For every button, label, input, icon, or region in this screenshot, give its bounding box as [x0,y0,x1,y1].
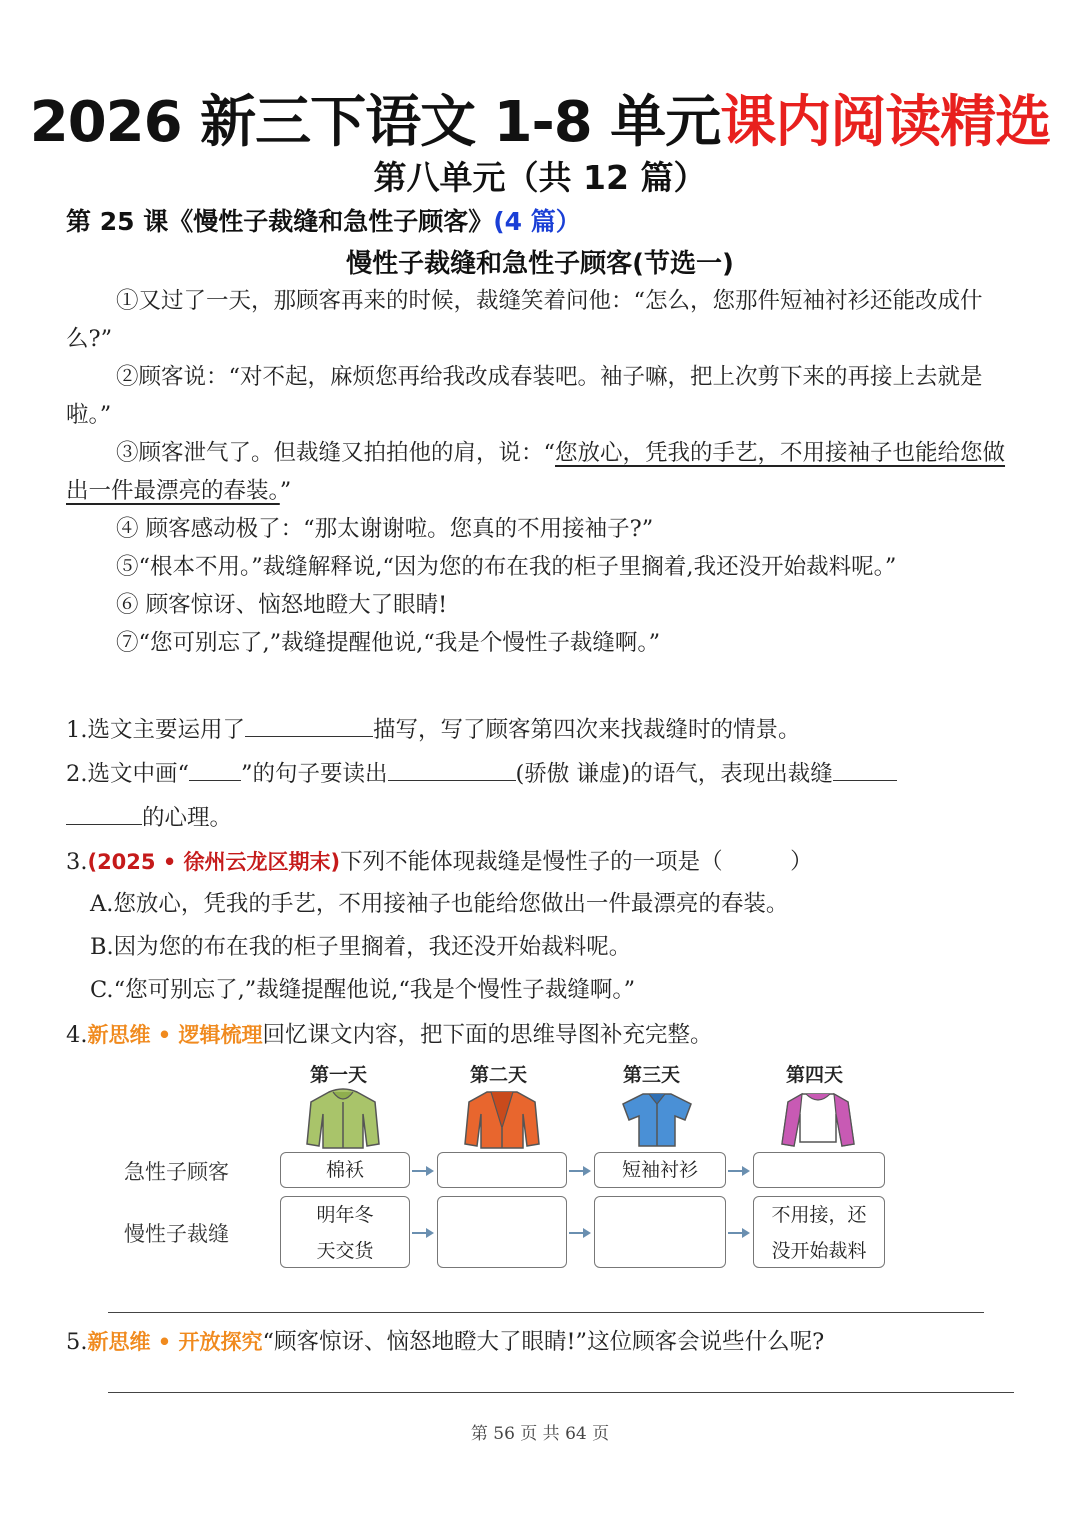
arrow [412,1232,432,1234]
question-5: 5.新思维 • 开放探究“顾客惊讶、恼怒地瞪大了眼睛!”这位顾客会说些什么呢? [66,1329,825,1355]
answer-line-4[interactable] [108,1312,984,1313]
spring-coat-icon [463,1088,541,1150]
question-3: 3.(2025 • 徐州云龙区期末)下列不能体现裁缝是慢性子的一项是（ ） [66,849,813,875]
row-label-tailor: 慢性子裁缝 [124,1222,229,1246]
answer-line-5[interactable] [108,1392,1014,1393]
arrow [569,1170,589,1172]
title-main: 2026 新三下语文 1-8 单元 [29,90,721,155]
page-title [0,78,1080,158]
question-1: 1.选文主要运用了 描写，写了顾客第四次来找裁缝时的情景。 [66,708,1016,752]
title-highlight: 课内阅读精选 [720,90,1051,155]
passage-title: 慢性子裁缝和急性子顾客(节选一) [346,249,734,279]
category-tag: 新思维 • 逻辑梳理 [87,1023,263,1047]
question-4: 4.新思维 • 逻辑梳理回忆课文内容，把下面的思维导图补充完整。 [66,1022,713,1048]
question-2: 2.选文中画“ ”的句子要读出 (骄傲 谦虚)的语气，表现出裁缝 [66,752,1016,796]
passage-paragraph-6: ⑥ 顾客惊讶、恼怒地瞪大了眼睛! [116,592,448,618]
cotton-jacket-icon [305,1088,381,1150]
arrow [728,1232,748,1234]
option-b[interactable]: B.因为您的布在我的柜子里搁着，我还没开始裁料呢。 [90,934,632,960]
tailor-day-3-box[interactable] [594,1196,726,1268]
answer-blank[interactable] [189,753,241,781]
short-sleeve-shirt-icon [621,1090,693,1148]
passage-paragraph-7: ⑦“您可别忘了,”裁缝提醒他说,“我是个慢性子裁缝啊。” [116,630,661,656]
underlined-sentence: 您放心，凭我的手艺，不用接袖子也能给您做出一件最漂亮的春装。 [66,440,1006,504]
lesson-count: (4 篇） [493,207,581,236]
passage-paragraph-4: ④ 顾客感动极了：“那太谢谢啦。您真的不用接袖子?” [116,516,654,542]
passage-paragraph-5: ⑤“根本不用。”裁缝解释说,“因为您的布在我的柜子里搁着,我还没开始裁料呢。” [116,554,897,580]
mind-map [0,1050,1080,1280]
day-label-1: 第一天 [310,1064,368,1086]
day-label-2: 第二天 [470,1064,528,1086]
answer-blank[interactable] [388,753,516,781]
tailor-day-1-box: 明年冬 天交货 [280,1196,410,1268]
customer-day-3-box: 短袖衬衫 [594,1152,726,1188]
page-number: 第 56 页 共 64 页 [470,1424,610,1444]
long-sleeve-top-icon [780,1090,856,1150]
passage-paragraph-3: ③顾客泄气了。但裁缝又拍拍他的肩，说：“您放心，凭我的手艺，不用接袖子也能给您做出一件最漂亮的春装。” [66,440,1006,504]
arrow [728,1170,748,1172]
customer-day-4-box[interactable] [753,1152,885,1188]
tailor-day-2-box[interactable] [437,1196,567,1268]
option-c[interactable]: C.“您可别忘了,”裁缝提醒他说,“我是个慢性子裁缝啊。” [90,977,636,1003]
row-label-customer: 急性子顾客 [124,1160,229,1184]
lesson-name: 第 25 课《慢性子裁缝和急性子顾客》 [66,207,494,236]
passage-paragraph-2: ②顾客说：“对不起，麻烦您再给我改成春装吧。袖子嘛，把上次剪下来的再接上去就是啦。” [66,364,983,428]
source-tag: (2025 • 徐州云龙区期末) [87,850,341,874]
unit-title: 第八单元（共 12 篇） [373,158,707,197]
customer-day-2-box[interactable] [437,1152,567,1188]
arrow [412,1170,432,1172]
question-2-cont: 的心理。 [66,796,1016,840]
day-label-4: 第四天 [786,1064,844,1086]
answer-blank[interactable] [66,797,142,825]
answer-blank[interactable] [245,709,373,737]
customer-day-1-box: 棉袄 [280,1152,410,1188]
lesson-title [66,202,581,238]
option-a[interactable]: A.您放心，凭我的手艺，不用接袖子也能给您做出一件最漂亮的春装。 [90,891,789,917]
arrow [569,1232,589,1234]
passage-paragraph-1: ①又过了一天，那顾客再来的时候，裁缝笑着问他：“怎么，您那件短袖衬衫还能改成什么?” [66,288,983,352]
category-tag: 新思维 • 开放探究 [87,1330,263,1354]
day-label-3: 第三天 [623,1064,681,1086]
tailor-day-4-box: 不用接，还 没开始裁料 [753,1196,885,1268]
answer-blank[interactable] [833,753,897,781]
